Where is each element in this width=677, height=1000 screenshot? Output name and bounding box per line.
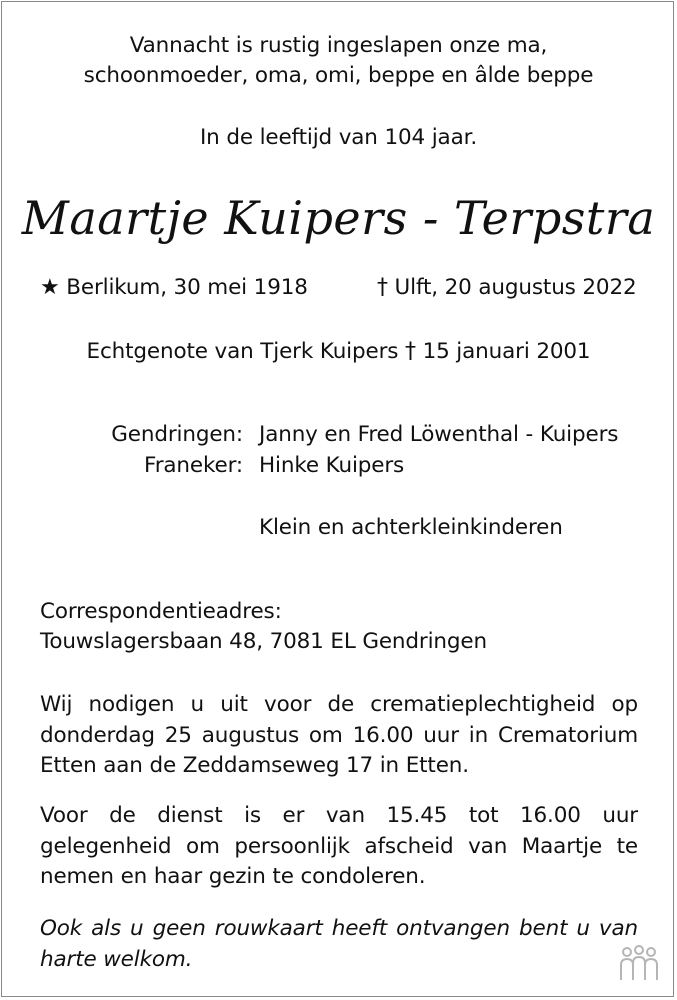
spouse-death-date: 15 januari 2001: [422, 339, 591, 364]
intro-line-2: schoonmoeder, oma, omi, beppe en âlde beppe: [83, 63, 594, 88]
death-info: [377, 273, 637, 303]
closing-paragraph: Ook als u geen rouwkaart heeft ontvangen bent u van harte welkom.: [40, 916, 638, 972]
people-group-icon: [618, 944, 660, 984]
death-text: Ulft, 20 augustus 2022: [394, 275, 637, 300]
family-names: Janny en Fred Löwenthal - Kuipers: [259, 422, 619, 447]
spouse-text: Echtgenote van Tjerk Kuipers: [86, 339, 399, 364]
family-place: Franeker:: [144, 453, 243, 478]
intro-line-1: Vannacht is rustig ingeslapen onze ma,: [129, 33, 548, 58]
deceased-name: Maartje Kuipers - Terpstra: [21, 191, 656, 245]
family-place: Gendringen:: [111, 422, 243, 447]
age-line: In de leeftijd van 104 jaar.: [199, 125, 478, 150]
condolence-paragraph: Voor de dienst is er van 15.45 tot 16.00 uur gelegenheid om persoonlijk afscheid van Maartje te nemen en haar gezin te condoleren.: [40, 803, 638, 889]
birth-info: [40, 273, 308, 303]
birth-text: Berlikum, 30 mei 1918: [66, 275, 308, 300]
grandchildren-line: Klein en achterkleinkinderen: [259, 515, 563, 540]
star-icon: ★: [40, 275, 60, 300]
correspondence-address: Touwslagersbaan 48, 7081 EL Gendringen: [40, 629, 487, 654]
correspondence-label: Correspondentieadres:: [40, 599, 282, 624]
cross-icon: †: [405, 339, 416, 364]
family-names: Hinke Kuipers: [259, 453, 405, 478]
cross-icon: †: [377, 275, 388, 300]
spouse-line: [0, 337, 677, 367]
invitation-paragraph: Wij nodigen u uit voor de crematieplechtigheid op donderdag 25 augustus om 16.00 uur in Crematorium Etten aan de Zeddamseweg 17 in Etten.: [40, 692, 638, 778]
